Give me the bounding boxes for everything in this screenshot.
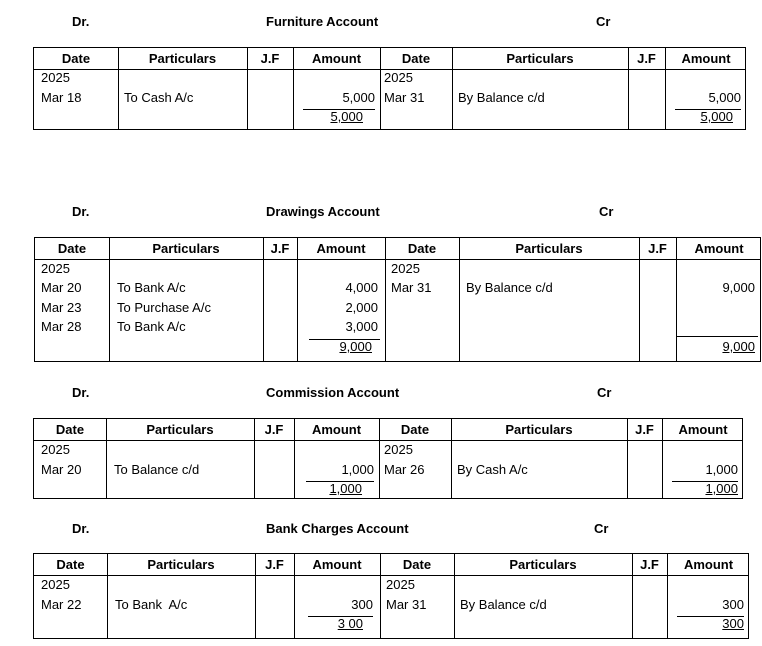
credit-date: Mar 31 bbox=[384, 90, 425, 105]
dr-label: Dr. bbox=[72, 521, 90, 536]
col-header-particulars: Particulars bbox=[147, 557, 215, 572]
credit-year: 2025 bbox=[391, 261, 420, 276]
credit-date: Mar 31 bbox=[386, 597, 427, 612]
col-header-amount: Amount bbox=[678, 422, 728, 437]
debit-amount: 5,000 bbox=[342, 90, 375, 105]
debit-date: Mar 28 bbox=[41, 319, 82, 334]
cr-label: Cr bbox=[599, 204, 614, 219]
col-header-particulars: Particulars bbox=[146, 422, 214, 437]
account-title: Furniture Account bbox=[266, 14, 379, 29]
debit-year: 2025 bbox=[41, 261, 70, 276]
debit-total: 3 00 bbox=[337, 616, 363, 631]
col-header-date: Date bbox=[61, 51, 91, 66]
credit-amount: 1,000 bbox=[705, 462, 738, 477]
debit-date: Mar 20 bbox=[41, 280, 82, 295]
header-divider bbox=[34, 440, 742, 441]
col-header-date: Date bbox=[56, 557, 85, 572]
dr-label: Dr. bbox=[72, 204, 90, 219]
dr-label: Dr. bbox=[72, 14, 90, 29]
col-header-particulars: Particulars bbox=[148, 51, 217, 66]
credit-particulars: By Balance c/d bbox=[466, 280, 553, 295]
credit-particulars: By Balance c/d bbox=[458, 90, 545, 105]
col-header-amount: Amount bbox=[694, 241, 744, 256]
debit-year: 2025 bbox=[41, 442, 70, 457]
account-title: Commission Account bbox=[266, 385, 400, 400]
col-header-amount: Amount bbox=[311, 51, 362, 66]
debit-year: 2025 bbox=[41, 577, 70, 592]
debit-year: 2025 bbox=[41, 70, 70, 85]
dr-label: Dr. bbox=[72, 385, 90, 400]
debit-date: Mar 22 bbox=[41, 597, 82, 612]
credit-total: 9,000 bbox=[722, 339, 755, 354]
debit-particulars: To Purchase A/c bbox=[117, 300, 211, 315]
debit-date: Mar 23 bbox=[41, 300, 82, 315]
col-header-jf: J.F bbox=[635, 422, 654, 437]
col-header-jf: J.F bbox=[648, 241, 667, 256]
col-header-amount: Amount bbox=[683, 557, 734, 572]
credit-amount: 9,000 bbox=[722, 280, 755, 295]
col-header-particulars: Particulars bbox=[506, 51, 574, 66]
debit-amount: 300 bbox=[351, 597, 373, 612]
debit-date: Mar 18 bbox=[41, 90, 82, 105]
debit-amount: 3,000 bbox=[345, 319, 378, 334]
cr-label: Cr bbox=[596, 14, 611, 29]
credit-total: 1,000 bbox=[705, 481, 738, 496]
credit-particulars: By Balance c/d bbox=[460, 597, 547, 612]
debit-particulars: To Bank A/c bbox=[117, 319, 186, 334]
debit-particulars: To Bank A/c bbox=[115, 597, 188, 612]
cr-label: Cr bbox=[594, 521, 609, 536]
col-header-jf: J.F bbox=[270, 241, 290, 256]
credit-particulars: By Cash A/c bbox=[457, 462, 528, 477]
debit-total: 1,000 bbox=[329, 481, 362, 496]
credit-date: Mar 26 bbox=[384, 462, 425, 477]
col-header-amount: Amount bbox=[316, 241, 366, 256]
debit-amount: 4,000 bbox=[345, 280, 378, 295]
debit-amount: 1,000 bbox=[341, 462, 374, 477]
credit-year: 2025 bbox=[384, 442, 413, 457]
header-divider bbox=[35, 259, 760, 260]
col-header-jf: J.F bbox=[640, 557, 659, 572]
account-title: Bank Charges Account bbox=[266, 521, 409, 536]
col-header-particulars: Particulars bbox=[515, 241, 583, 256]
debit-total: 5,000 bbox=[330, 109, 363, 124]
col-header-jf: J.F bbox=[264, 422, 284, 437]
credit-year: 2025 bbox=[384, 70, 413, 85]
debit-amount: 2,000 bbox=[345, 300, 378, 315]
account-title: Drawings Account bbox=[266, 204, 380, 219]
col-header-particulars: Particulars bbox=[505, 422, 573, 437]
ledger-table bbox=[33, 553, 749, 639]
ledger-table bbox=[33, 47, 746, 130]
debit-particulars: To Bank A/c bbox=[117, 280, 186, 295]
col-header-date: Date bbox=[57, 241, 87, 256]
col-header-jf: J.F bbox=[260, 51, 280, 66]
col-header-date: Date bbox=[402, 557, 432, 572]
credit-total: 300 bbox=[722, 616, 744, 631]
debit-particulars: To Balance c/d bbox=[114, 462, 200, 477]
credit-date: Mar 31 bbox=[391, 280, 432, 295]
cr-label: Cr bbox=[597, 385, 612, 400]
debit-date: Mar 20 bbox=[41, 462, 82, 477]
col-header-date: Date bbox=[55, 422, 85, 437]
col-header-particulars: Particulars bbox=[509, 557, 577, 572]
col-header-amount: Amount bbox=[681, 51, 731, 66]
credit-year: 2025 bbox=[386, 577, 415, 592]
col-header-particulars: Particulars bbox=[152, 241, 220, 256]
col-header-amount: Amount bbox=[311, 422, 362, 437]
ledger-table bbox=[34, 237, 761, 362]
debit-particulars: To Cash A/c bbox=[124, 90, 194, 105]
debit-total: 9,000 bbox=[339, 339, 372, 354]
col-header-amount: Amount bbox=[312, 557, 362, 572]
header-divider bbox=[34, 575, 748, 576]
col-header-jf: J.F bbox=[265, 557, 284, 572]
credit-total: 5,000 bbox=[700, 109, 733, 124]
col-header-date: Date bbox=[401, 51, 431, 66]
ledger-table bbox=[33, 418, 743, 499]
credit-amount: 300 bbox=[722, 597, 744, 612]
col-header-jf: J.F bbox=[637, 51, 656, 66]
col-header-date: Date bbox=[407, 241, 437, 256]
col-header-date: Date bbox=[400, 422, 430, 437]
credit-amount: 5,000 bbox=[708, 90, 741, 105]
